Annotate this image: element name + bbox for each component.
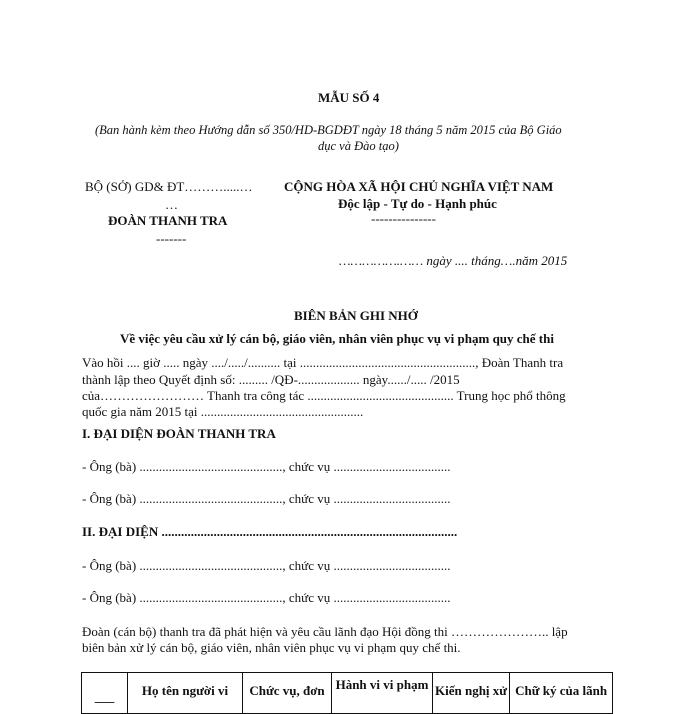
document-subtitle: Về việc yêu cầu xử lý cán bộ, giáo viên, nhân viên phục vụ vi phạm quy chế thi	[120, 331, 554, 346]
issued-note-line2: dục và Đào tạo)	[318, 139, 399, 153]
form-number: MẪU SỐ 4	[318, 90, 380, 105]
motto-separator: ---------------	[371, 211, 436, 226]
intro-line4: quốc gia năm 2015 tại ..................................................	[82, 404, 364, 419]
representative-row-2: - Ông (bà) ............................................, chức vụ ....................................	[82, 590, 451, 605]
findings-line1: Đoàn (cán bộ) thanh tra đã phát hiện và yêu cầu lãnh đạo Hội đồng thi ………………….. lập	[82, 624, 568, 639]
intro-line1: Vào hồi .... giờ ..... ngày ..../...../.......... tại ......................................................, Đoàn Thanh tra	[82, 355, 564, 370]
issued-note-line1: (Ban hành kèm theo Hướng dẫn số 350/HD-BGDĐT ngày 18 tháng 5 năm 2015 của Bộ Giáo	[95, 123, 562, 137]
section-heading-representative: II. ĐẠI DIỆN ...........................................................................................	[82, 524, 458, 539]
agency-name-cont: …	[165, 197, 178, 212]
table-header-cell: Hành vi vi phạm	[332, 673, 433, 714]
inspector-row-1: - Ông (bà) ............................................, chức vụ ....................................	[82, 459, 451, 474]
section-heading-inspection: I. ĐẠI DIỆN ĐOÀN THANH TRA	[82, 426, 276, 441]
table-header-cell: Họ tên người vi	[128, 673, 243, 714]
findings-line2: biên bản xử lý cán bộ, giáo viên, nhân viên phục vụ vi phạm quy chế thi.	[82, 640, 461, 655]
inspector-row-2: - Ông (bà) ............................................, chức vụ ....................................	[82, 491, 451, 506]
table-header-cell: ___	[82, 673, 128, 714]
table-header-cell: Chức vụ, đơn	[243, 673, 332, 714]
representative-row-1: - Ông (bà) ............................................, chức vụ ....................................	[82, 558, 451, 573]
national-motto: Độc lập - Tự do - Hạnh phúc	[338, 196, 497, 211]
intro-line2: thành lập theo Quyết định số: ......... /QĐ-................... ngày....../..... /2015	[82, 372, 460, 387]
republic-heading: CỘNG HÒA XÃ HỘI CHỦ NGHĨA VIỆT NAM	[284, 179, 554, 194]
document-title: BIÊN BẢN GHI NHỚ	[294, 308, 418, 323]
table-header-cell: Kiến nghị xử	[433, 673, 510, 714]
agency-name: BỘ (SỞ) GD& ĐT……….....…	[85, 179, 253, 194]
date-line: …………….…… ngày .... tháng….năm 2015	[339, 253, 568, 268]
intro-line3: của…………………… Thanh tra công tác ............................................. Trung học phổ thông	[82, 388, 566, 403]
agency-separator: -------	[156, 231, 187, 246]
table-header-cell: Chữ ký của lãnh	[510, 673, 613, 714]
inspection-team: ĐOÀN THANH TRA	[108, 213, 228, 228]
violations-table	[81, 672, 613, 714]
table-header-row	[82, 673, 613, 714]
